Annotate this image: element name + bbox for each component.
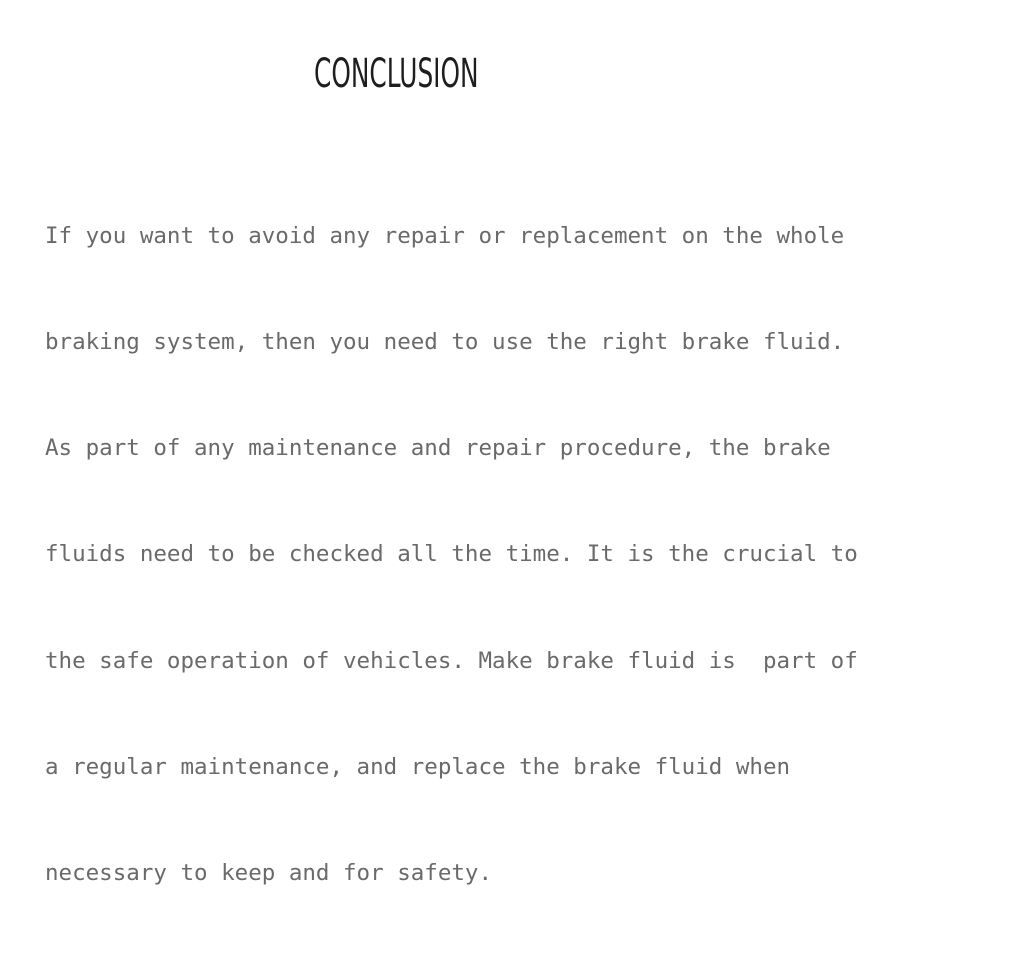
slide-title: CONCLUSION: [314, 51, 479, 97]
body-line: necessary to keep and for safety.: [45, 860, 493, 887]
body-line: fluids need to be checked all the time. It is the crucial to: [45, 541, 858, 568]
slide-body: [45, 148, 985, 962]
body-line: braking system, then you need to use the right brake fluid.: [45, 329, 845, 356]
body-line: As part of any maintenance and repair procedure, the brake: [45, 435, 831, 462]
body-line: a regular maintenance, and replace the brake fluid when: [45, 753, 791, 780]
body-line: If you want to avoid any repair or replacement on the whole: [45, 222, 845, 249]
body-line: the safe operation of vehicles. Make brake fluid is part of: [45, 647, 858, 674]
